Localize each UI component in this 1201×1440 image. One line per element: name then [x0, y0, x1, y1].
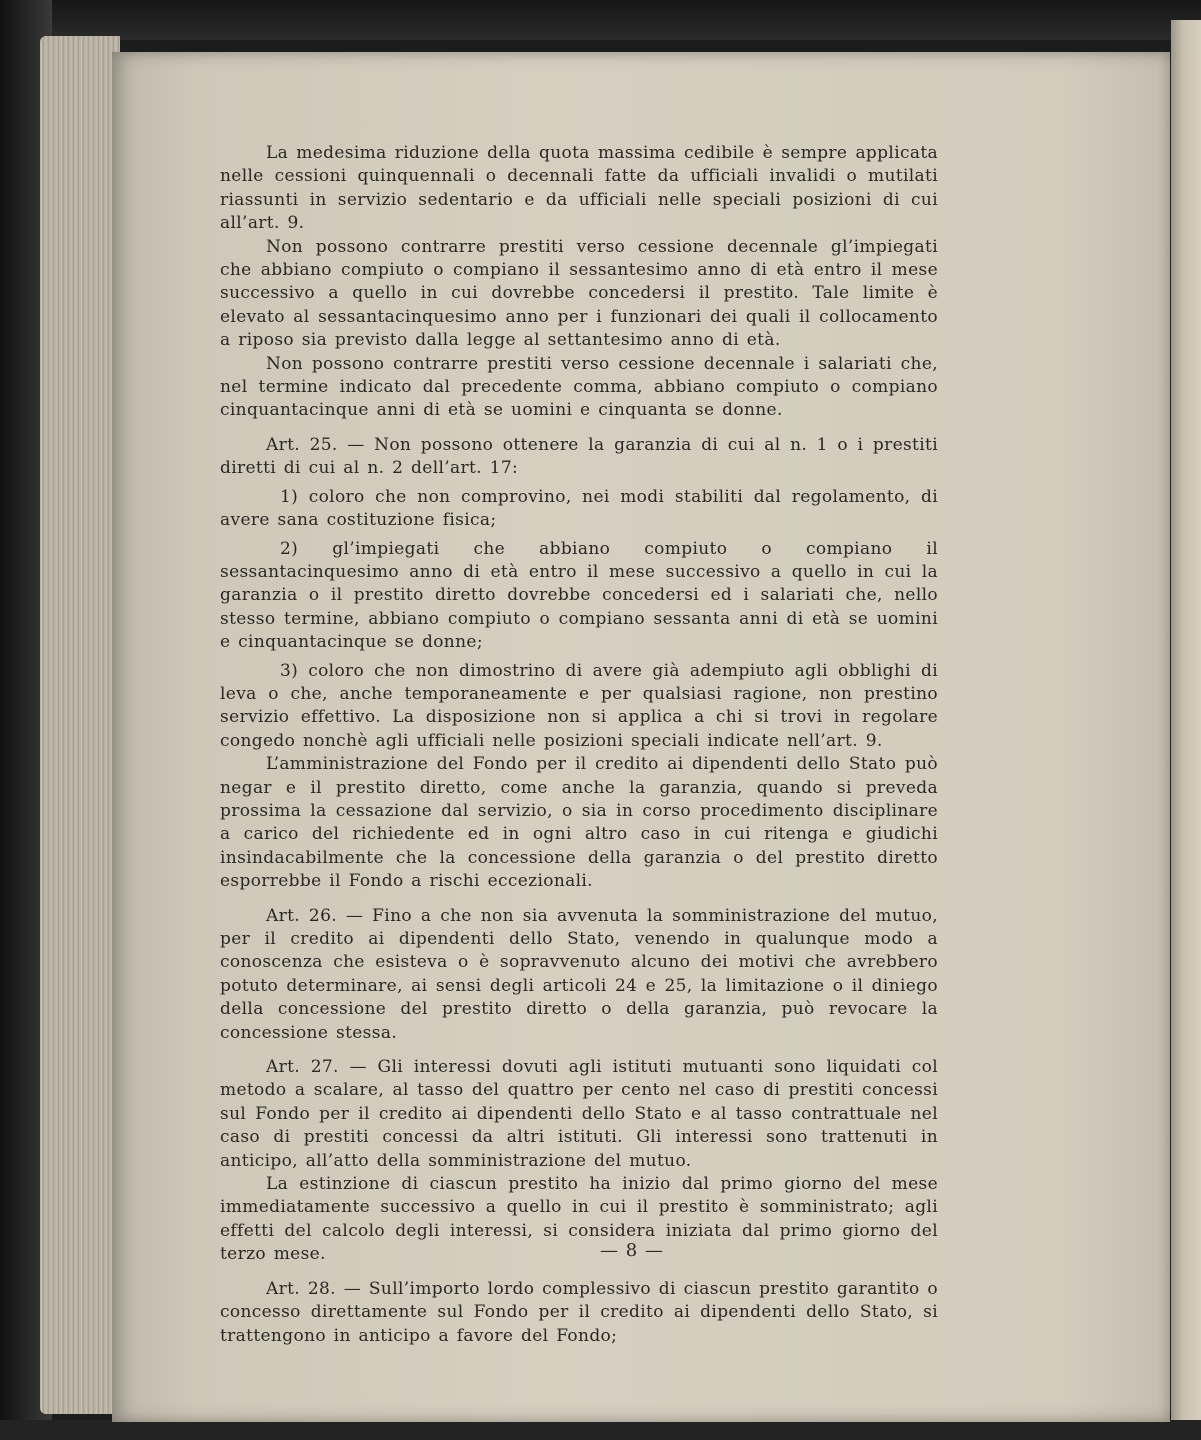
scan-background-bottom	[0, 1420, 1201, 1440]
paragraph: La estinzione di ciascun prestito ha inizio dal primo giorno del mese immediatamente successivo a quello in cui il prestito è somministrato; agli effetti del calcolo degli interessi, si considera iniziata dal primo giorno del terzo mese.	[220, 1174, 938, 1265]
list-item: 3) coloro che non dimostrino di avere già adempiuto agli obblighi di leva o che, anche temporaneamente e per qualsiasi ragione, non prestino servizio effettivo. La disposizione non si applica a chi si trovi in regolare congedo nonchè agli ufficiali nelle posizioni speciali indicate nell’art. 9.	[220, 660, 938, 751]
facing-page-edge	[1171, 20, 1201, 1440]
article-25: Art. 25. — Non possono ottenere la garanzia di cui al n. 1 o i prestiti diretti di cui al n. 2 dell’art. 17:	[220, 434, 938, 479]
paragraph: Non possono contrarre prestiti verso cessione decennale i salariati che, nel termine indicato dal precedente comma, abbiano compiuto o compiano cinquantacinque anni di età se uomini e cinquanta se donne.	[220, 353, 938, 421]
paragraph: L’amministrazione del Fondo per il credito ai dipendenti dello Stato può negar e il prestito diretto, come anche la garanzia, quando si preveda prossima la cessazione dal servizio, o sia in corso procedimento disciplinare a carico del richiedente ed in ogni altro caso in cui ritenga e giudichi insindacabilmente che la concessione della garanzia o del prestito diretto esporrebbe il Fondo a rischi eccezionali.	[220, 754, 938, 892]
list-item: 2) gl’impiegati che abbiano compiuto o compiano il sessantacinquesimo anno di età entro il mese successivo a quello in cui la garanzia o il prestito diretto dovrebbe concedersi ed i salariati che, nello stesso termine, abbiano compiuto o compiano sessanta anni di età se uomini e cinquantacinque se donne;	[220, 538, 938, 653]
paragraph: Non possono contrarre prestiti verso cessione decennale gl’impiegati che abbiano compiuto o compiano il sessantesimo anno di età entro il mese successivo a quello in cui dovrebbe concedersi il prestito. Tale limite è elevato al sessantacinquesimo anno per i funzionari dei quali il collocamento a riposo sia previsto dalla legge al settantesimo anno di età.	[220, 236, 938, 351]
page-text	[220, 142, 938, 1348]
article-28: Art. 28. — Sull’importo lordo complessivo di ciascun prestito garantito o concesso direttamente sul Fondo per il credito ai dipendenti dello Stato, si trattengono in anticipo a favore del Fondo;	[220, 1278, 938, 1346]
scan-background-top	[0, 0, 1201, 40]
paragraph: La medesima riduzione della quota massima cedibile è sempre applicata nelle cessioni quinquennali o decennali fatte da ufficiali invalidi o mutilati riassunti in servizio sedentario e da ufficiali nelle speciali posizioni di cui all’art. 9.	[220, 143, 938, 234]
page-edges	[40, 36, 120, 1414]
list-item: 1) coloro che non comprovino, nei modi stabiliti dal regolamento, di avere sana costituzione fisica;	[220, 486, 938, 531]
page-number: — 8 —	[600, 1240, 664, 1261]
article-26: Art. 26. — Fino a che non sia avvenuta la somministrazione del mutuo, per il credito ai dipendenti dello Stato, venendo in qualunque modo a conoscenza che esisteva o è sopravvenuto alcuno dei motivi che avrebbero potuto determinare, ai sensi degli articoli 24 e 25, la limitazione o il diniego della concessione del prestito diretto o della garanzia, può revocare la concessione stessa.	[220, 905, 938, 1043]
article-27: Art. 27. — Gli interessi dovuti agli istituti mutuanti sono liquidati col metodo a scalare, al tasso del quattro per cento nel caso di prestiti concessi sul Fondo per il credito ai dipendenti dello Stato e al tasso contrattuale nel caso di prestiti concessi da altri istituti. Gli interessi sono trattenuti in anticipo, all’atto della somministrazione del mutuo.	[220, 1057, 938, 1171]
